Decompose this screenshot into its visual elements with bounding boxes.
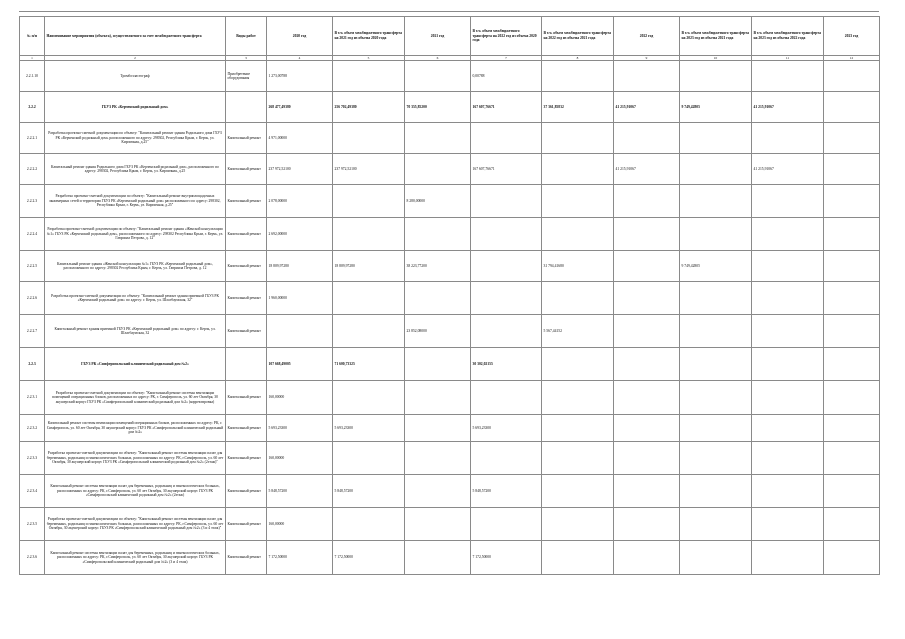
- column-number: 11: [752, 56, 824, 61]
- header-incl-2023-from-2022: В т.ч. объем межбюджетного трансферта на 2023 год из объема 2022 года: [752, 17, 824, 56]
- value-incl-2022-from-2020: [471, 508, 542, 541]
- value-2020: 1 273,00788: [267, 61, 333, 92]
- header-2023: 2023 год: [824, 17, 880, 56]
- value-2023: [824, 282, 880, 315]
- header-2021: 2021 год: [405, 17, 471, 56]
- value-incl-2022-from-2020: [471, 218, 542, 251]
- value-2021: [405, 381, 471, 415]
- value-incl-2022-from-2020: [471, 315, 542, 348]
- table-row: [20, 541, 880, 575]
- value-incl-2022-from-2021: [542, 442, 614, 475]
- value-incl-2023-from-2022: [752, 185, 824, 218]
- value-2020: 107 668,49005: [267, 348, 333, 381]
- value-incl-2023-from-2021: [680, 315, 752, 348]
- table-row: [20, 381, 880, 415]
- value-incl-2022-from-2020: 0,00788: [471, 61, 542, 92]
- row-number: 2.2.3.4: [20, 475, 45, 508]
- table-top-border: [19, 11, 879, 12]
- value-2022: 41 215,91067: [614, 92, 680, 123]
- value-incl-2021-from-2020: 5 693,23300: [333, 415, 405, 442]
- row-name: ГБУЗ РК «Симферопольский клинический родильный дом №2»: [45, 348, 226, 381]
- value-incl-2023-from-2022: [752, 508, 824, 541]
- value-incl-2023-from-2021: [680, 282, 752, 315]
- value-incl-2022-from-2021: [542, 218, 614, 251]
- value-incl-2022-from-2020: [471, 251, 542, 282]
- header-2020: 2020 год: [267, 17, 333, 56]
- value-2022: [614, 415, 680, 442]
- value-incl-2022-from-2020: [471, 381, 542, 415]
- column-number: 1: [20, 56, 45, 61]
- table-row: [20, 475, 880, 508]
- row-name: Разработка проектно-сметной документации по объекту: "Капитальный ремонт системы вентиляции палат для беременных, родильниц и гинекологических больных, расположенных по адресу: РК, г.Симферополь, ул. 60 лет Октября, 30 акушерский корпус ГБУЗ РК «Симферопольский клинический родильный дом №2» (3 и 4 этаж)": [45, 508, 226, 541]
- row-work-type: Капитальный ремонт: [226, 123, 267, 154]
- value-2021: 8 280,00000: [405, 185, 471, 218]
- value-incl-2023-from-2022: [752, 315, 824, 348]
- value-incl-2022-from-2020: [471, 282, 542, 315]
- column-number: 3: [226, 56, 267, 61]
- table-body: [20, 61, 880, 575]
- header-incl-2022-from-2020: В т.ч. объем межбюджетного трансферта на 2022 год из объема 2020 года: [471, 17, 542, 56]
- value-2023: [824, 415, 880, 442]
- row-number: 2.2.2.7: [20, 315, 45, 348]
- value-incl-2023-from-2022: [752, 541, 824, 575]
- table-row: [20, 282, 880, 315]
- row-number: 2.2.3.5: [20, 508, 45, 541]
- value-2021: 70 355,85200: [405, 92, 471, 123]
- row-name: Капитальный ремонт здания Родильного дома ГБУЗ РК «Керченский родильный дом», расположенного по адресу: 298302, Республика Крым, г. Керчь, ул. Кирпичная, д.25: [45, 154, 226, 185]
- value-2022: [614, 218, 680, 251]
- row-number: 2.2.2.5: [20, 251, 45, 282]
- value-incl-2022-from-2021: 31 794,41680: [542, 251, 614, 282]
- value-incl-2022-from-2021: [542, 123, 614, 154]
- value-incl-2023-from-2021: [680, 475, 752, 508]
- value-2021: [405, 218, 471, 251]
- value-2020: 5 848,57200: [267, 475, 333, 508]
- row-number: 2.2.2.6: [20, 282, 45, 315]
- value-2021: [405, 348, 471, 381]
- table-row: [20, 442, 880, 475]
- table-row: [20, 123, 880, 154]
- value-incl-2023-from-2021: [680, 218, 752, 251]
- value-incl-2021-from-2020: [333, 315, 405, 348]
- value-incl-2022-from-2021: [542, 381, 614, 415]
- row-name: Разработка проектно-сметной документации по объекту: "Капитальный ремонт системы вентиляции помещений операционных блоков, расположенных по адресу: РК, г. Симферополь, ул. 60 лет Октября, 30 акушерский корпус ГБУЗ РК «Симферопольский клинический родильный дом №2» (корректировка): [45, 381, 226, 415]
- value-2020: 268 477,49380: [267, 92, 333, 123]
- row-name: ГБУЗ РК «Керченский родильный дом»: [45, 92, 226, 123]
- value-incl-2023-from-2021: [680, 508, 752, 541]
- value-incl-2022-from-2021: 5 567,44152: [542, 315, 614, 348]
- row-work-type: Капитальный ремонт: [226, 154, 267, 185]
- value-2023: [824, 61, 880, 92]
- value-incl-2023-from-2022: [752, 123, 824, 154]
- value-2022: [614, 282, 680, 315]
- row-number: 2.2.3.1: [20, 381, 45, 415]
- value-incl-2021-from-2020: [333, 282, 405, 315]
- column-number: 6: [405, 56, 471, 61]
- table-row: [20, 61, 880, 92]
- row-work-type: Капитальный ремонт: [226, 415, 267, 442]
- value-2022: [614, 381, 680, 415]
- value-2021: [405, 415, 471, 442]
- value-incl-2021-from-2020: 71 600,73325: [333, 348, 405, 381]
- row-number: 2.2.1.10: [20, 61, 45, 92]
- row-work-type: [226, 92, 267, 123]
- column-number: 5: [333, 56, 405, 61]
- value-incl-2021-from-2020: [333, 185, 405, 218]
- row-work-type: [226, 348, 267, 381]
- value-incl-2021-from-2020: 237 972,52100: [333, 154, 405, 185]
- header-incl-2022-from-2021: В т.ч. объем межбюджетного трансферта на 2022 год из объема 2021 года: [542, 17, 614, 56]
- value-2021: [405, 282, 471, 315]
- row-work-type: Капитальный ремонт: [226, 475, 267, 508]
- column-number: 7: [471, 56, 542, 61]
- value-2020: 2 078,00000: [267, 185, 333, 218]
- column-number: 4: [267, 56, 333, 61]
- value-incl-2022-from-2020: 30 302,02155: [471, 348, 542, 381]
- value-incl-2022-from-2021: [542, 154, 614, 185]
- value-incl-2023-from-2022: [752, 251, 824, 282]
- header-work-type: Виды работ: [226, 17, 267, 56]
- row-work-type: Приобретение оборудования: [226, 61, 267, 92]
- value-incl-2023-from-2021: 9 749,42805: [680, 251, 752, 282]
- value-2023: [824, 154, 880, 185]
- value-2020: 4 971,00000: [267, 123, 333, 154]
- value-incl-2022-from-2020: 7 172,50000: [471, 541, 542, 575]
- value-incl-2023-from-2022: [752, 415, 824, 442]
- row-name: Капитальный ремонт здания «Женской консультации №1» ГБУЗ РК «Керченский родильный дом», расположенного по адресу: 298302 Республика Крым, г. Керчь, ул. Гавриила Петрова, д. 12: [45, 251, 226, 282]
- row-number: 2.2.2.2: [20, 154, 45, 185]
- table-row: [20, 315, 880, 348]
- value-2023: [824, 508, 880, 541]
- row-number: 2.2.2.3: [20, 185, 45, 218]
- row-number: 2.2.3: [20, 348, 45, 381]
- value-incl-2023-from-2022: 41 215,91067: [752, 92, 824, 123]
- row-work-type: Капитальный ремонт: [226, 381, 267, 415]
- value-incl-2023-from-2022: [752, 282, 824, 315]
- row-work-type: Капитальный ремонт: [226, 218, 267, 251]
- value-incl-2022-from-2021: [542, 282, 614, 315]
- value-2020: 18 809,97280: [267, 251, 333, 282]
- row-name: Разработка проектно-сметной документации по объекту: "Капитальный ремонт здания Родильного дома ГБУЗ РК «Керченский родильный дом» расположенного по адресу: 298302, Республика Крым, г. Керчь, ул. Кирпичная, д.25": [45, 123, 226, 154]
- row-number: 2.2.3.3: [20, 442, 45, 475]
- row-name: Разработка проектно-сметной документации по объекту: "Капитальный ремонт внутриплощадочных инженерных сетей и территории ГБУЗ РК «Керченский родильный дом» расположенного по адресу: 298302, Республика Крым, г. Керчь, ул. Кирпичная, д.25": [45, 185, 226, 218]
- value-incl-2023-from-2021: 9 749,42805: [680, 92, 752, 123]
- table-row: [20, 154, 880, 185]
- row-name: Разработка проектно-сметной документации по объекту: "Капитальный ремонт здания «Женской консультации №1» ГБУЗ РК «Керченский родильный дом», расположенного по адресу: 298302 Республика Крым, г. Керчь, ул. Гавриила Петрова, д. 12": [45, 218, 226, 251]
- value-2023: [824, 475, 880, 508]
- value-incl-2021-from-2020: [333, 123, 405, 154]
- value-2023: [824, 92, 880, 123]
- row-number: 2.2.2.1: [20, 123, 45, 154]
- value-incl-2023-from-2021: [680, 442, 752, 475]
- row-name: Тромбоэластограф: [45, 61, 226, 92]
- value-incl-2022-from-2021: [542, 348, 614, 381]
- value-2020: 160,00000: [267, 508, 333, 541]
- column-number: 9: [614, 56, 680, 61]
- value-2020: 2 692,00000: [267, 218, 333, 251]
- value-incl-2023-from-2021: [680, 61, 752, 92]
- row-number: 2.2.2.4: [20, 218, 45, 251]
- value-incl-2023-from-2021: [680, 348, 752, 381]
- value-incl-2023-from-2021: [680, 154, 752, 185]
- value-incl-2022-from-2021: [542, 541, 614, 575]
- row-name: Капитальный ремонт здания приемной ГБУЗ РК «Керченский родильный дом» по адресу: г. Керчь, ул. Шлагбаумская, 32: [45, 315, 226, 348]
- value-incl-2021-from-2020: 256 702,49380: [333, 92, 405, 123]
- table-row: [20, 415, 880, 442]
- row-name: Разработка проектно-сметной документации по объекту: "Капитальный ремонт системы вентиляции палат для беременных, родильниц и гинекологических больных, расположенных по адресу: РК, г.Симферополь, ул. 60 лет Октября, 30 акушерский корпус ГБУЗ РК «Симферопольский клинический родильный дом №2» (2этаж)": [45, 442, 226, 475]
- value-incl-2023-from-2022: 41 215,91067: [752, 154, 824, 185]
- column-number: 10: [680, 56, 752, 61]
- value-incl-2023-from-2021: [680, 541, 752, 575]
- value-2021: [405, 154, 471, 185]
- value-2022: [614, 315, 680, 348]
- row-number: 2.2.3.2: [20, 415, 45, 442]
- value-incl-2022-from-2021: [542, 185, 614, 218]
- value-2023: [824, 251, 880, 282]
- row-work-type: Капитальный ремонт: [226, 282, 267, 315]
- value-2022: [614, 348, 680, 381]
- value-incl-2023-from-2021: [680, 185, 752, 218]
- value-incl-2023-from-2021: [680, 415, 752, 442]
- value-2021: [405, 123, 471, 154]
- value-2021: [405, 508, 471, 541]
- value-incl-2022-from-2020: [471, 442, 542, 475]
- value-2020: 160,00000: [267, 442, 333, 475]
- value-2023: [824, 541, 880, 575]
- value-2023: [824, 123, 880, 154]
- value-2021: [405, 475, 471, 508]
- value-2023: [824, 348, 880, 381]
- table-row: [20, 508, 880, 541]
- column-number: 2: [45, 56, 226, 61]
- value-2023: [824, 218, 880, 251]
- value-2020: 1 960,00000: [267, 282, 333, 315]
- value-2022: [614, 251, 680, 282]
- column-number: 12: [824, 56, 880, 61]
- value-2022: [614, 61, 680, 92]
- value-2021: [405, 541, 471, 575]
- header-num: № п/п: [20, 17, 45, 56]
- value-2022: [614, 442, 680, 475]
- header-name: Наименование мероприятия (объекта), осуществляемого за счет межбюджетного трансферта: [45, 17, 226, 56]
- value-2022: [614, 508, 680, 541]
- value-incl-2022-from-2021: [542, 415, 614, 442]
- value-incl-2021-from-2020: [333, 508, 405, 541]
- row-name: Капитальный ремонт системы вентиляции палат для беременных, родильниц и гинекологических больных, расположенных по адресу: РК, г.Симферополь, ул. 60 лет Октября, 30 акушерский корпус ГБУЗ РК «Симферопольский клинический родильный дом №2» (3 и 4 этаж): [45, 541, 226, 575]
- value-incl-2021-from-2020: [333, 218, 405, 251]
- value-2022: [614, 475, 680, 508]
- budget-transfer-table: [19, 16, 880, 575]
- value-2020: 7 172,50000: [267, 541, 333, 575]
- value-incl-2021-from-2020: [333, 381, 405, 415]
- value-2023: [824, 185, 880, 218]
- value-incl-2022-from-2021: [542, 475, 614, 508]
- header-incl-2023-from-2021: В т.ч. объем межбюджетного трансферта на 2023 год из объема 2021 года: [680, 17, 752, 56]
- value-2020: 5 693,23300: [267, 415, 333, 442]
- value-incl-2022-from-2021: [542, 61, 614, 92]
- value-2022: 41 215,91067: [614, 154, 680, 185]
- value-incl-2023-from-2022: [752, 442, 824, 475]
- column-number: 8: [542, 56, 614, 61]
- table-row: [20, 185, 880, 218]
- value-incl-2021-from-2020: [333, 61, 405, 92]
- value-incl-2023-from-2021: [680, 381, 752, 415]
- value-incl-2022-from-2021: 37 361,85832: [542, 92, 614, 123]
- value-2022: [614, 185, 680, 218]
- value-incl-2022-from-2020: 5 848,57200: [471, 475, 542, 508]
- value-incl-2022-from-2020: [471, 123, 542, 154]
- row-number: 2.2.3.6: [20, 541, 45, 575]
- value-2020: 237 972,52100: [267, 154, 333, 185]
- value-2021: 38 223,77200: [405, 251, 471, 282]
- value-2021: 23 852,08000: [405, 315, 471, 348]
- table-row: [20, 348, 880, 381]
- value-incl-2023-from-2021: [680, 123, 752, 154]
- value-2022: [614, 123, 680, 154]
- value-2021: [405, 61, 471, 92]
- header-2022: 2022 год: [614, 17, 680, 56]
- row-work-type: Капитальный ремонт: [226, 442, 267, 475]
- value-2020: [267, 315, 333, 348]
- row-name: Капитальный ремонт системы вентиляции палат для беременных, родильниц и гинекологических больных, расположенных по адресу: РК, г.Симферополь, ул. 60 лет Октября, 30 акушерский корпус ГБУЗ РК «Симферопольский клинический родильный дом №2» (2этаж): [45, 475, 226, 508]
- value-incl-2023-from-2022: [752, 218, 824, 251]
- value-2020: 160,00000: [267, 381, 333, 415]
- value-incl-2023-from-2022: [752, 475, 824, 508]
- table-row: [20, 251, 880, 282]
- row-name: Капитальный ремонт системы вентиляции помещений операционных блоков, расположенных по адресу: РК, г. Симферополь, ул. 60 лет Октября, 30 акушерский корпус ГБУЗ РК «Симферопольский клинический родильный дом №2»: [45, 415, 226, 442]
- table-row: [20, 92, 880, 123]
- value-incl-2022-from-2020: 167 607,76671: [471, 154, 542, 185]
- row-work-type: Капитальный ремонт: [226, 315, 267, 348]
- table-row: [20, 218, 880, 251]
- value-incl-2022-from-2020: [471, 185, 542, 218]
- value-incl-2021-from-2020: 18 809,97280: [333, 251, 405, 282]
- row-number: 2.2.2: [20, 92, 45, 123]
- header-row: [20, 17, 880, 56]
- value-incl-2023-from-2022: [752, 61, 824, 92]
- value-incl-2023-from-2022: [752, 381, 824, 415]
- row-name: Разработка проектно-сметной документации по объекту: "Капитальный ремонт здания приемной ГБУЗ РК «Керченский родильный дом» по адресу: г. Керчь, ул. Шлагбаумская, 32": [45, 282, 226, 315]
- value-incl-2021-from-2020: 5 848,57200: [333, 475, 405, 508]
- row-work-type: Капитальный ремонт: [226, 251, 267, 282]
- value-incl-2021-from-2020: 7 172,50000: [333, 541, 405, 575]
- value-2023: [824, 442, 880, 475]
- value-2023: [824, 381, 880, 415]
- value-2021: [405, 442, 471, 475]
- value-incl-2022-from-2020: 167 607,76671: [471, 92, 542, 123]
- value-incl-2023-from-2022: [752, 348, 824, 381]
- value-incl-2021-from-2020: [333, 442, 405, 475]
- value-incl-2022-from-2020: 5 693,23300: [471, 415, 542, 442]
- value-2022: [614, 541, 680, 575]
- row-work-type: Капитальный ремонт: [226, 185, 267, 218]
- value-incl-2022-from-2021: [542, 508, 614, 541]
- value-2023: [824, 315, 880, 348]
- row-work-type: Капитальный ремонт: [226, 508, 267, 541]
- row-work-type: Капитальный ремонт: [226, 541, 267, 575]
- header-incl-2021-from-2020: В т.ч. объем межбюджетного трансферта на 2021 год из объема 2020 года: [333, 17, 405, 56]
